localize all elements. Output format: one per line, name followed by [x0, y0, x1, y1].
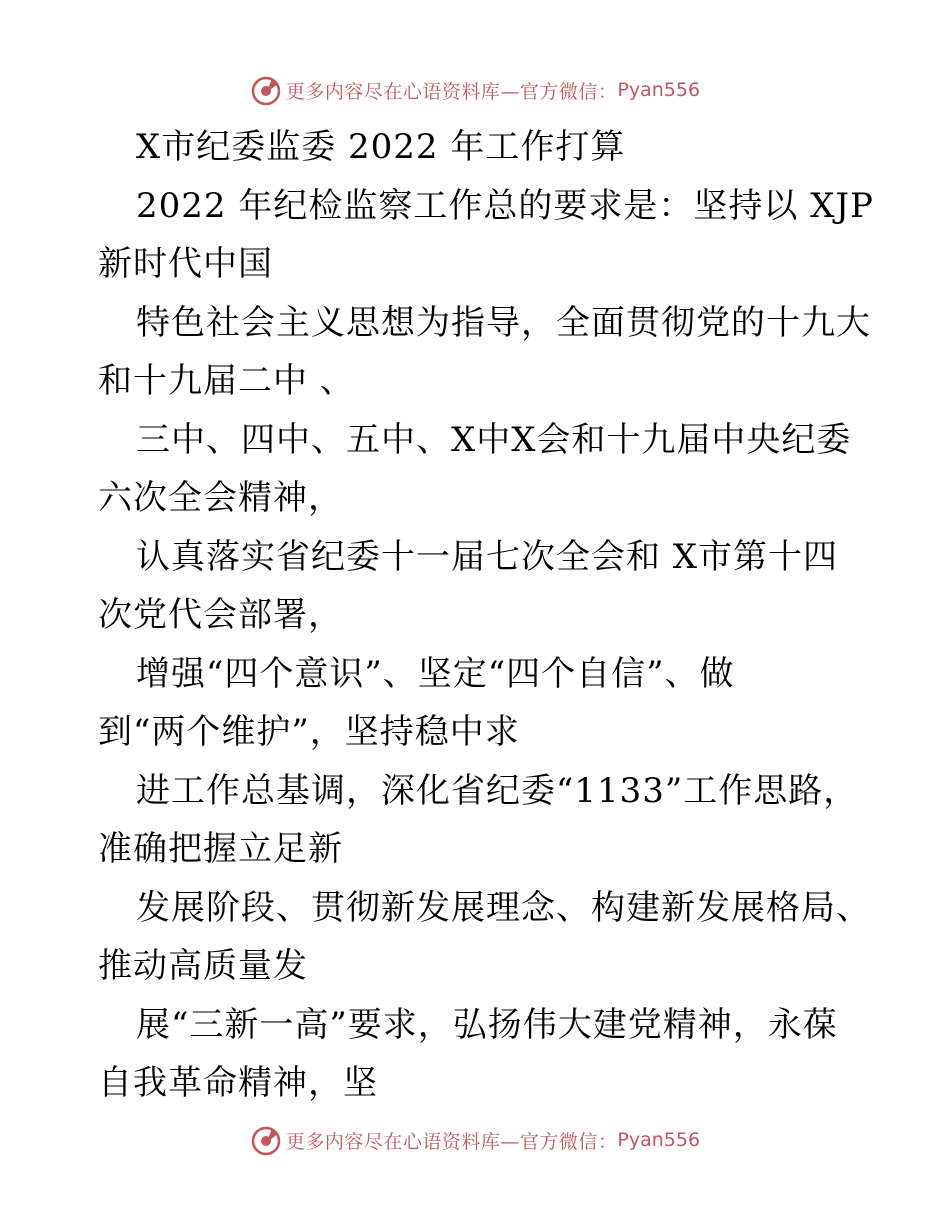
- paragraph-line: 准确把握立足新: [98, 829, 343, 869]
- paragraph-line: 认真落实省纪委十一届七次全会和 X市第十四: [136, 536, 839, 577]
- paragraph-line: 发展阶段、贯彻新发展理念、构建新发展格局、: [136, 887, 871, 928]
- paragraph-line: 进工作总基调，深化省纪委“1133”工作思路，: [136, 770, 859, 811]
- document-lines: [98, 177, 874, 1113]
- paragraph-line: 2022 年纪检监察工作总的要求是：坚持以 XJP: [136, 185, 874, 226]
- watermark-text: 更多内容尽在心语资料库—官方微信：: [285, 1130, 618, 1153]
- document-title: X市纪委监委 2022 年工作打算: [136, 127, 626, 167]
- paragraph-line: 三中、四中、五中、X中X会和十九届中央纪委: [136, 419, 852, 460]
- paragraph-line: 和十九届二中 、: [98, 361, 355, 401]
- footer-watermark: [0, 1120, 950, 1160]
- paragraph-line: 增强“四个意识”、坚定“四个自信”、做: [136, 653, 735, 694]
- paragraph-line: 到“两个维护”，坚持稳中求: [98, 712, 520, 752]
- paragraph-line: 展“三新一高”要求，弘扬伟大建党精神，永葆: [136, 1004, 838, 1045]
- paragraph-line: 特色社会主义思想为指导，全面贯彻党的十九大: [136, 302, 871, 343]
- paragraph-line: 自我革命精神，坚: [98, 1063, 378, 1103]
- document-body: [98, 118, 874, 1113]
- paragraph-line: 次党代会部署，: [98, 595, 343, 635]
- logo-icon: [250, 74, 282, 106]
- watermark-id: Pyan556: [617, 1129, 701, 1151]
- logo-icon: [250, 1124, 282, 1156]
- paragraph-line: 推动高质量发: [98, 946, 308, 986]
- watermark-text: 更多内容尽在心语资料库—官方微信：: [285, 80, 618, 103]
- paragraph-line: 新时代中国: [98, 244, 273, 284]
- watermark-id: Pyan556: [617, 79, 701, 101]
- paragraph-line: 六次全会精神，: [98, 478, 343, 518]
- header-watermark: [0, 70, 950, 110]
